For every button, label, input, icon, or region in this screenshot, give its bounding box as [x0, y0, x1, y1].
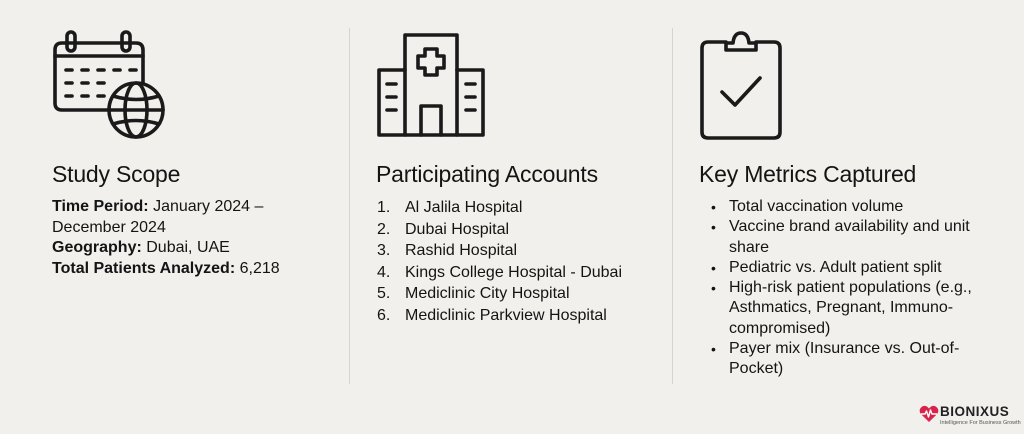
account-name: Dubai Hospital — [405, 220, 510, 238]
bullet-icon: • — [711, 259, 716, 276]
list-item-number: 6. — [377, 306, 391, 324]
account-name: Al Jalila Hospital — [405, 199, 523, 216]
account-name: Mediclinic City Hospital — [405, 285, 570, 303]
column-divider-2 — [672, 28, 673, 384]
bullet-icon: • — [711, 219, 716, 236]
participating-accounts-heading: Participating Accounts — [376, 161, 598, 187]
patients-label: Total Patients Analyzed: — [52, 259, 236, 277]
geography-row — [52, 238, 302, 259]
account-name: Mediclinic Parkview Hospital — [405, 306, 607, 324]
metric-text: Pediatric vs. Adult patient split — [729, 258, 942, 276]
list-item-number: 1. — [377, 199, 391, 216]
accounts-list — [377, 197, 667, 327]
list-item-number: 5. — [377, 285, 391, 303]
list-item — [377, 262, 667, 284]
geography-value: Dubai, UAE — [146, 239, 230, 256]
list-item — [377, 219, 667, 241]
list-item — [711, 258, 983, 278]
patients-value: 6,218 — [239, 259, 280, 277]
logo-tagline: Intelligence For Business Growth — [940, 420, 1021, 426]
list-item — [711, 217, 983, 258]
logo-name: BIONIXUS — [940, 404, 1010, 419]
list-item — [377, 283, 667, 305]
metric-text: Total vaccination volume — [729, 198, 904, 215]
list-item — [377, 197, 667, 219]
hospital-icon — [374, 32, 488, 138]
bullet-icon: • — [711, 199, 716, 215]
key-metrics-heading: Key Metrics Captured — [699, 161, 917, 187]
heart-pulse-icon — [919, 405, 939, 428]
list-item-number: 3. — [377, 242, 391, 260]
study-scope-details — [52, 197, 302, 279]
metric-text: High-risk patient populations (e.g., Asthmatics, Pregnant, Immuno-compromised) — [729, 279, 972, 337]
study-scope-heading: Study Scope — [52, 161, 181, 187]
list-item — [711, 278, 983, 339]
time-period-row — [52, 197, 302, 238]
list-item — [711, 197, 983, 217]
patients-row — [52, 259, 302, 280]
column-divider-1 — [349, 28, 350, 384]
metric-text: Vaccine brand availability and unit share — [729, 218, 970, 256]
bullet-icon: • — [711, 280, 716, 297]
time-period-value: January 2024 – December 2024 — [52, 198, 264, 236]
list-item — [377, 305, 667, 327]
list-item-number: 4. — [377, 263, 391, 281]
geography-label: Geography: — [52, 239, 142, 256]
calendar-globe-icon — [50, 30, 168, 142]
list-item — [377, 240, 667, 262]
bionixus-logo — [918, 403, 1022, 431]
metrics-list — [711, 197, 983, 380]
metric-text: Payer mix (Insurance vs. Out-of-Pocket) — [729, 340, 960, 378]
list-item-number: 2. — [377, 220, 391, 238]
time-period-label: Time Period: — [52, 198, 149, 215]
clipboard-check-icon — [698, 30, 786, 142]
list-item — [711, 339, 983, 380]
account-name: Rashid Hospital — [405, 242, 518, 260]
bullet-icon: • — [711, 341, 716, 358]
account-name: Kings College Hospital - Dubai — [405, 263, 622, 281]
